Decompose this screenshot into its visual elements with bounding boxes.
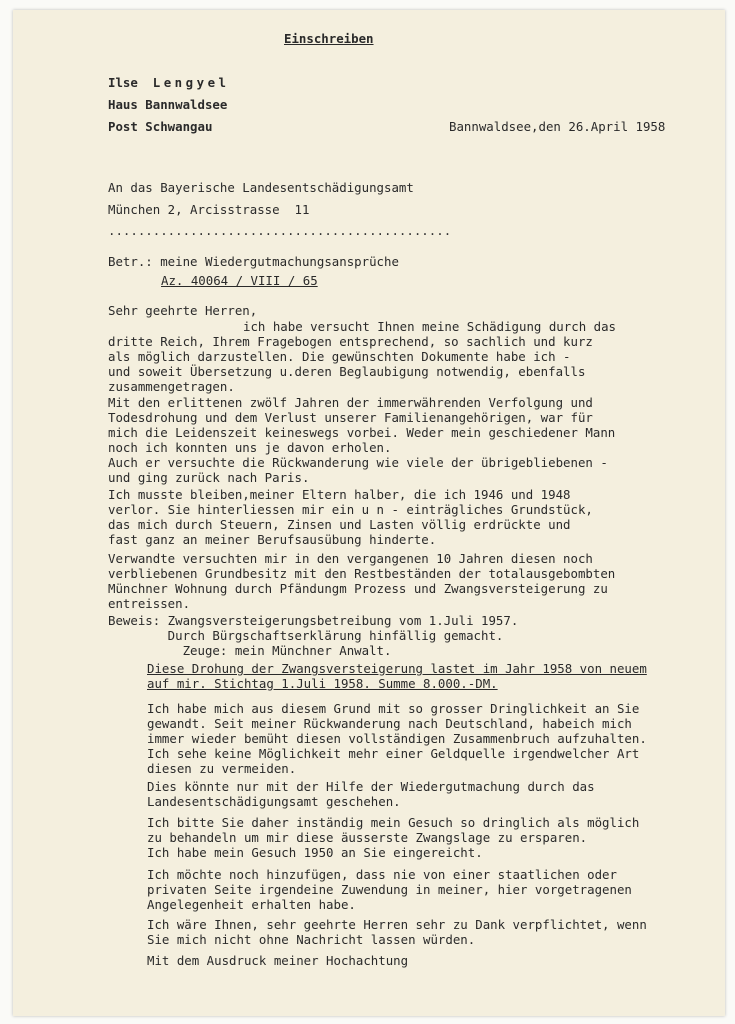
text-line: Ich habe mich aus diesem Grund mit so grosser Dringlichkeit an Sie — [147, 701, 640, 716]
paragraph-7 — [147, 815, 639, 860]
text-line: Todesdrohung und dem Verlust unserer Familienangehörigen, war für — [108, 410, 593, 425]
paragraph-8 — [147, 867, 632, 912]
text-line: auf mir. Stichtag 1.Juli 1958. Summe 8.000.-DM. — [147, 676, 498, 691]
paragraph-5 — [147, 701, 647, 776]
sender-name: Ilse Lengyel — [108, 75, 230, 90]
text-line: Sie mich nicht ohne Nachricht lassen würden. — [147, 932, 476, 947]
text-line: Verwandte versuchten mir in den vergangenen 10 Jahren diesen noch — [108, 551, 593, 566]
text-line: Mit den erlittenen zwölf Jahren der immerwährenden Verfolgung und — [108, 395, 593, 410]
recipient-line: München 2, Arcisstrasse 11 — [108, 202, 310, 217]
text-line: ich habe versucht Ihnen meine Schädigung durch das — [243, 319, 616, 334]
letter-sheet — [13, 10, 725, 1016]
text-line: Münchner Wohnung durch Pfändungm Prozess und Zwangsversteigerung zu — [108, 581, 608, 596]
paragraph-4 — [108, 551, 615, 611]
sender-address-line: Post Schwangau — [108, 119, 213, 134]
text-line: verbliebenen Grundbesitz mit den Restbeständen der totalausgebombten — [108, 566, 616, 581]
subject-reference: Az. 40064 / VIII / 65 — [161, 273, 318, 288]
closing-phrase: Mit dem Ausdruck meiner Hochachtung — [147, 953, 409, 968]
text-line: Ich bitte Sie daher inständig mein Gesuch so dringlich als möglich — [147, 815, 640, 830]
text-line: fast ganz an meiner Berufsausübung hinderte. — [108, 532, 437, 547]
text-line: als möglich darzustellen. Die gewünschten Dokumente habe ich - — [108, 349, 571, 364]
text-line: und ging zurück nach Paris. — [108, 470, 310, 485]
letter-heading: Einschreiben — [284, 31, 374, 46]
paragraph-6 — [147, 779, 595, 809]
text-line: entreissen. — [108, 596, 191, 611]
evidence-block — [108, 613, 518, 658]
text-line: Zeuge: mein Münchner Anwalt. — [108, 643, 392, 658]
text-line: Ich habe mein Gesuch 1950 an Sie eingereicht. — [147, 845, 483, 860]
text-line: Ich wäre Ihnen, sehr geehrte Herren sehr zu Dank verpflichtet, wenn — [147, 917, 647, 932]
text-line: noch ich konnten uns je davon erholen. — [108, 440, 392, 455]
paragraph-1 — [108, 319, 616, 394]
text-line: Diese Drohung der Zwangsversteigerung lastet im Jahr 1958 von neuem — [147, 661, 647, 676]
text-line: Angelegenheit erhalten habe. — [147, 897, 356, 912]
text-line: Ich möchte noch hinzufügen, dass nie von einer staatlichen oder — [147, 867, 617, 882]
recipient-line: An das Bayerische Landesentschädigungsamt — [108, 180, 414, 195]
text-line: zu behandeln um mir diese äusserste Zwangslage zu ersparen. — [147, 830, 588, 845]
text-line: immer wieder bemüht diesen vollständigen Zusammenbruch aufzuhalten. — [147, 731, 647, 746]
text-line: diesen zu vermeiden. — [147, 761, 297, 776]
salutation: Sehr geehrte Herren, — [108, 303, 258, 318]
place-date: Bannwaldsee,den 26.April 1958 — [449, 119, 666, 134]
subject-label: Betr.: meine Wiedergutmachungsansprüche — [108, 254, 399, 269]
paragraph-9 — [147, 917, 647, 947]
sender-address-line: Haus Bannwaldsee — [108, 97, 228, 112]
text-line: zusammengetragen. — [108, 379, 235, 394]
separator-line: .............................................. — [108, 223, 452, 238]
text-line: Dies könnte nur mit der Hilfe der Wiedergutmachung durch das — [147, 779, 595, 794]
highlighted-statement — [147, 661, 647, 691]
text-line: Landesentschädigungsamt geschehen. — [147, 794, 401, 809]
text-line: das mich durch Steuern, Zinsen und Lasten völlig erdrückte und — [108, 517, 571, 532]
text-line: gewandt. Seit meiner Rückwanderung nach Deutschland, habeich mich — [147, 716, 632, 731]
text-line: Ich sehe keine Möglichkeit mehr einer Geldquelle irgendwelcher Art — [147, 746, 640, 761]
paragraph-2 — [108, 395, 615, 485]
text-line: privaten Seite irgendeine Zuwendung in meiner, hier vorgetragenen — [147, 882, 632, 897]
text-line: Ich musste bleiben,meiner Eltern halber, die ich 1946 und 1948 — [108, 487, 571, 502]
text-line: mich die Leidenszeit keineswegs vorbei. Weder mein geschiedener Mann — [108, 425, 616, 440]
paragraph-3 — [108, 487, 593, 547]
text-line: Auch er versuchte die Rückwanderung wie viele der übrigebliebenen - — [108, 455, 608, 470]
text-line: Beweis: Zwangsversteigerungsbetreibung vom 1.Juli 1957. — [108, 613, 519, 628]
text-line: dritte Reich, Ihrem Fragebogen entsprechend, so sachlich und kurz — [108, 334, 593, 349]
text-line: und soweit Übersetzung u.deren Beglaubigung notwendig, ebenfalls — [108, 364, 586, 379]
text-line: verlor. Sie hinterliessen mir ein u n - einträgliches Grundstück, — [108, 502, 593, 517]
text-line: Durch Bürgschaftserklärung hinfällig gemacht. — [108, 628, 504, 643]
